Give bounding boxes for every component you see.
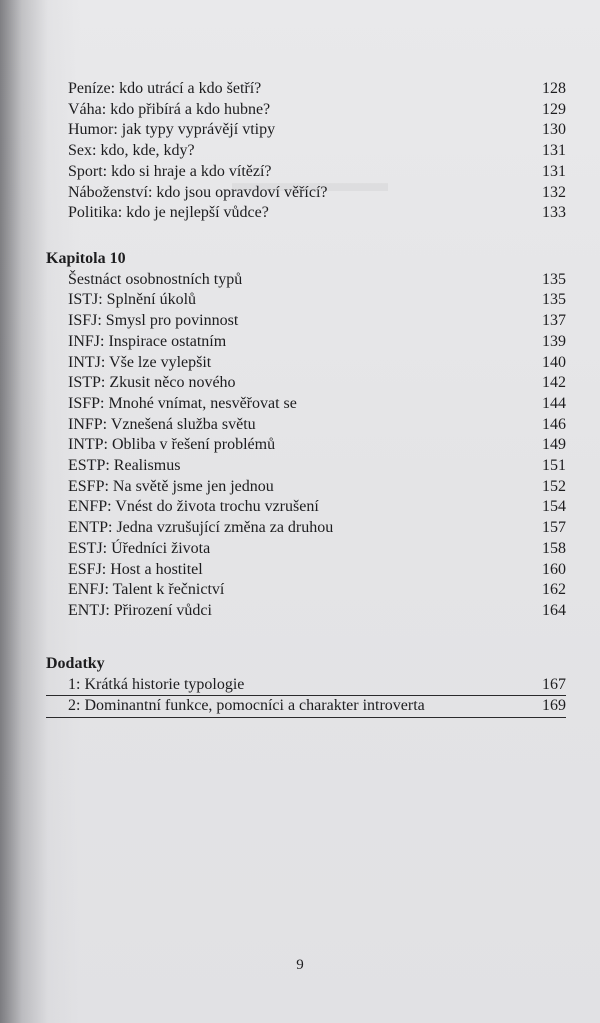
toc-entry <box>46 601 566 622</box>
toc-entry-page: 142 <box>542 374 566 392</box>
toc-entry-title: ENFJ: Talent k řečnictví <box>68 581 225 599</box>
toc-entry-title: INTJ: Vše lze vylepšit <box>68 353 212 371</box>
toc-entry-page: 167 <box>542 675 566 693</box>
toc-entry-title: 2: Dominantní funkce, pomocníci a charakter introverta <box>68 697 425 715</box>
toc-entry-page: 129 <box>542 100 566 118</box>
chapter-10-entries <box>46 270 566 622</box>
toc-entry <box>68 100 566 121</box>
toc-entry-title: Váha: kdo přibírá a kdo hubne? <box>68 100 271 118</box>
toc-entry-title: INFP: Vznešená služba světu <box>68 415 256 433</box>
toc-entry <box>46 518 566 539</box>
toc-entry-page: 160 <box>542 560 566 578</box>
appendices-heading: Dodatky <box>46 655 105 672</box>
toc-entry <box>68 162 566 183</box>
toc-entry-page: 135 <box>542 291 566 309</box>
toc-entry <box>46 311 566 332</box>
toc-entry-page: 133 <box>542 204 566 222</box>
toc-entry-title: Sport: kdo si hraje a kdo vítězí? <box>68 162 272 180</box>
toc-entry <box>46 560 566 581</box>
toc-entry-page: 128 <box>542 80 566 97</box>
toc-entry <box>46 270 566 291</box>
toc-entry-page: 162 <box>542 581 566 599</box>
toc-entry-title: Šestnáct osobnostních typů <box>68 270 243 288</box>
toc-entry <box>46 353 566 374</box>
toc-entry-page: 152 <box>542 477 566 495</box>
page-number: 9 <box>296 957 304 973</box>
toc-entry <box>46 456 566 477</box>
toc-entry-title: ENFP: Vnést do života trochu vzrušení <box>68 498 319 516</box>
toc-entry-title: ESTP: Realismus <box>68 457 181 475</box>
toc-entry <box>46 580 566 601</box>
toc-entry <box>46 332 566 353</box>
toc-entry-page: 151 <box>542 457 566 475</box>
toc-entry-page: 144 <box>542 394 566 412</box>
toc-entry-page: 146 <box>542 415 566 433</box>
toc-entry <box>46 675 566 697</box>
toc-entry-title: ISFP: Mnohé vnímat, nesvěřovat se <box>68 394 297 412</box>
toc-entry <box>46 373 566 394</box>
toc-entry <box>68 203 566 224</box>
toc-entry <box>46 435 566 456</box>
toc-entry-title: ESFP: Na světě jsme jen jednou <box>68 477 274 495</box>
toc-entry-title: 1: Krátká historie typologie <box>68 675 245 693</box>
toc-entry-title: ENTP: Jedna vzrušující změna za druhou <box>68 519 334 537</box>
toc-entry-page: 130 <box>542 121 566 139</box>
toc-entry-page: 135 <box>542 270 566 288</box>
toc-entry-page: 164 <box>542 601 566 619</box>
toc-entry-page: 137 <box>542 312 566 330</box>
toc-entry-title: ESFJ: Host a hostitel <box>68 560 203 578</box>
toc-entry-title: Peníze: kdo utrácí a kdo šetří? <box>68 80 262 97</box>
toc-chapter-10 <box>46 249 566 622</box>
toc-entry-title: ENTJ: Přirození vůdci <box>68 601 212 619</box>
toc-entry <box>46 477 566 498</box>
toc-entry-page: 169 <box>542 697 566 715</box>
toc-entry <box>46 497 566 518</box>
toc-entry-title: ISFJ: Smysl pro povinnost <box>68 312 239 330</box>
toc-entry-page: 131 <box>542 142 566 160</box>
toc-entry-page: 131 <box>542 162 566 180</box>
toc-entry-title: Náboženství: kdo jsou opravdoví věřící? <box>68 183 328 201</box>
toc-entry-title: ISTJ: Splnění úkolů <box>68 291 197 309</box>
show-through-text: ▬▬▬▬▬▬ <box>232 168 388 197</box>
toc-entry <box>68 120 566 141</box>
toc-entry-title: INTP: Obliba v řešení problémů <box>68 436 276 454</box>
toc-entry-page: 132 <box>542 183 566 201</box>
toc-entry-page: 149 <box>542 436 566 454</box>
toc-entry-page: 158 <box>542 539 566 557</box>
toc-entry-page: 140 <box>542 353 566 371</box>
toc-entry <box>46 539 566 560</box>
toc-entry <box>68 141 566 162</box>
toc-appendices <box>46 654 566 718</box>
toc-entry <box>68 79 566 100</box>
toc-entry-page: 139 <box>542 332 566 350</box>
toc-entry-title: Sex: kdo, kde, kdy? <box>68 142 195 160</box>
toc-entry-title: ESTJ: Úředníci života <box>68 539 211 557</box>
toc-entry <box>46 696 566 718</box>
chapter-heading: Kapitola 10 <box>46 250 126 267</box>
toc-entry <box>68 183 566 204</box>
toc-entry <box>46 290 566 311</box>
toc-entry-page: 154 <box>542 498 566 516</box>
toc-entry <box>46 394 566 415</box>
toc-entry <box>46 415 566 436</box>
toc-entry-page: 157 <box>542 519 566 537</box>
toc-entry-title: Politika: kdo je nejlepší vůdce? <box>68 204 269 222</box>
toc-entry-title: INFJ: Inspirace ostatním <box>68 332 227 350</box>
toc-section-continued <box>68 79 566 224</box>
toc-entry-title: Humor: jak typy vyprávějí vtipy <box>68 121 276 139</box>
toc-entry-title: ISTP: Zkusit něco nového <box>68 374 236 392</box>
appendices-entries <box>46 675 566 718</box>
